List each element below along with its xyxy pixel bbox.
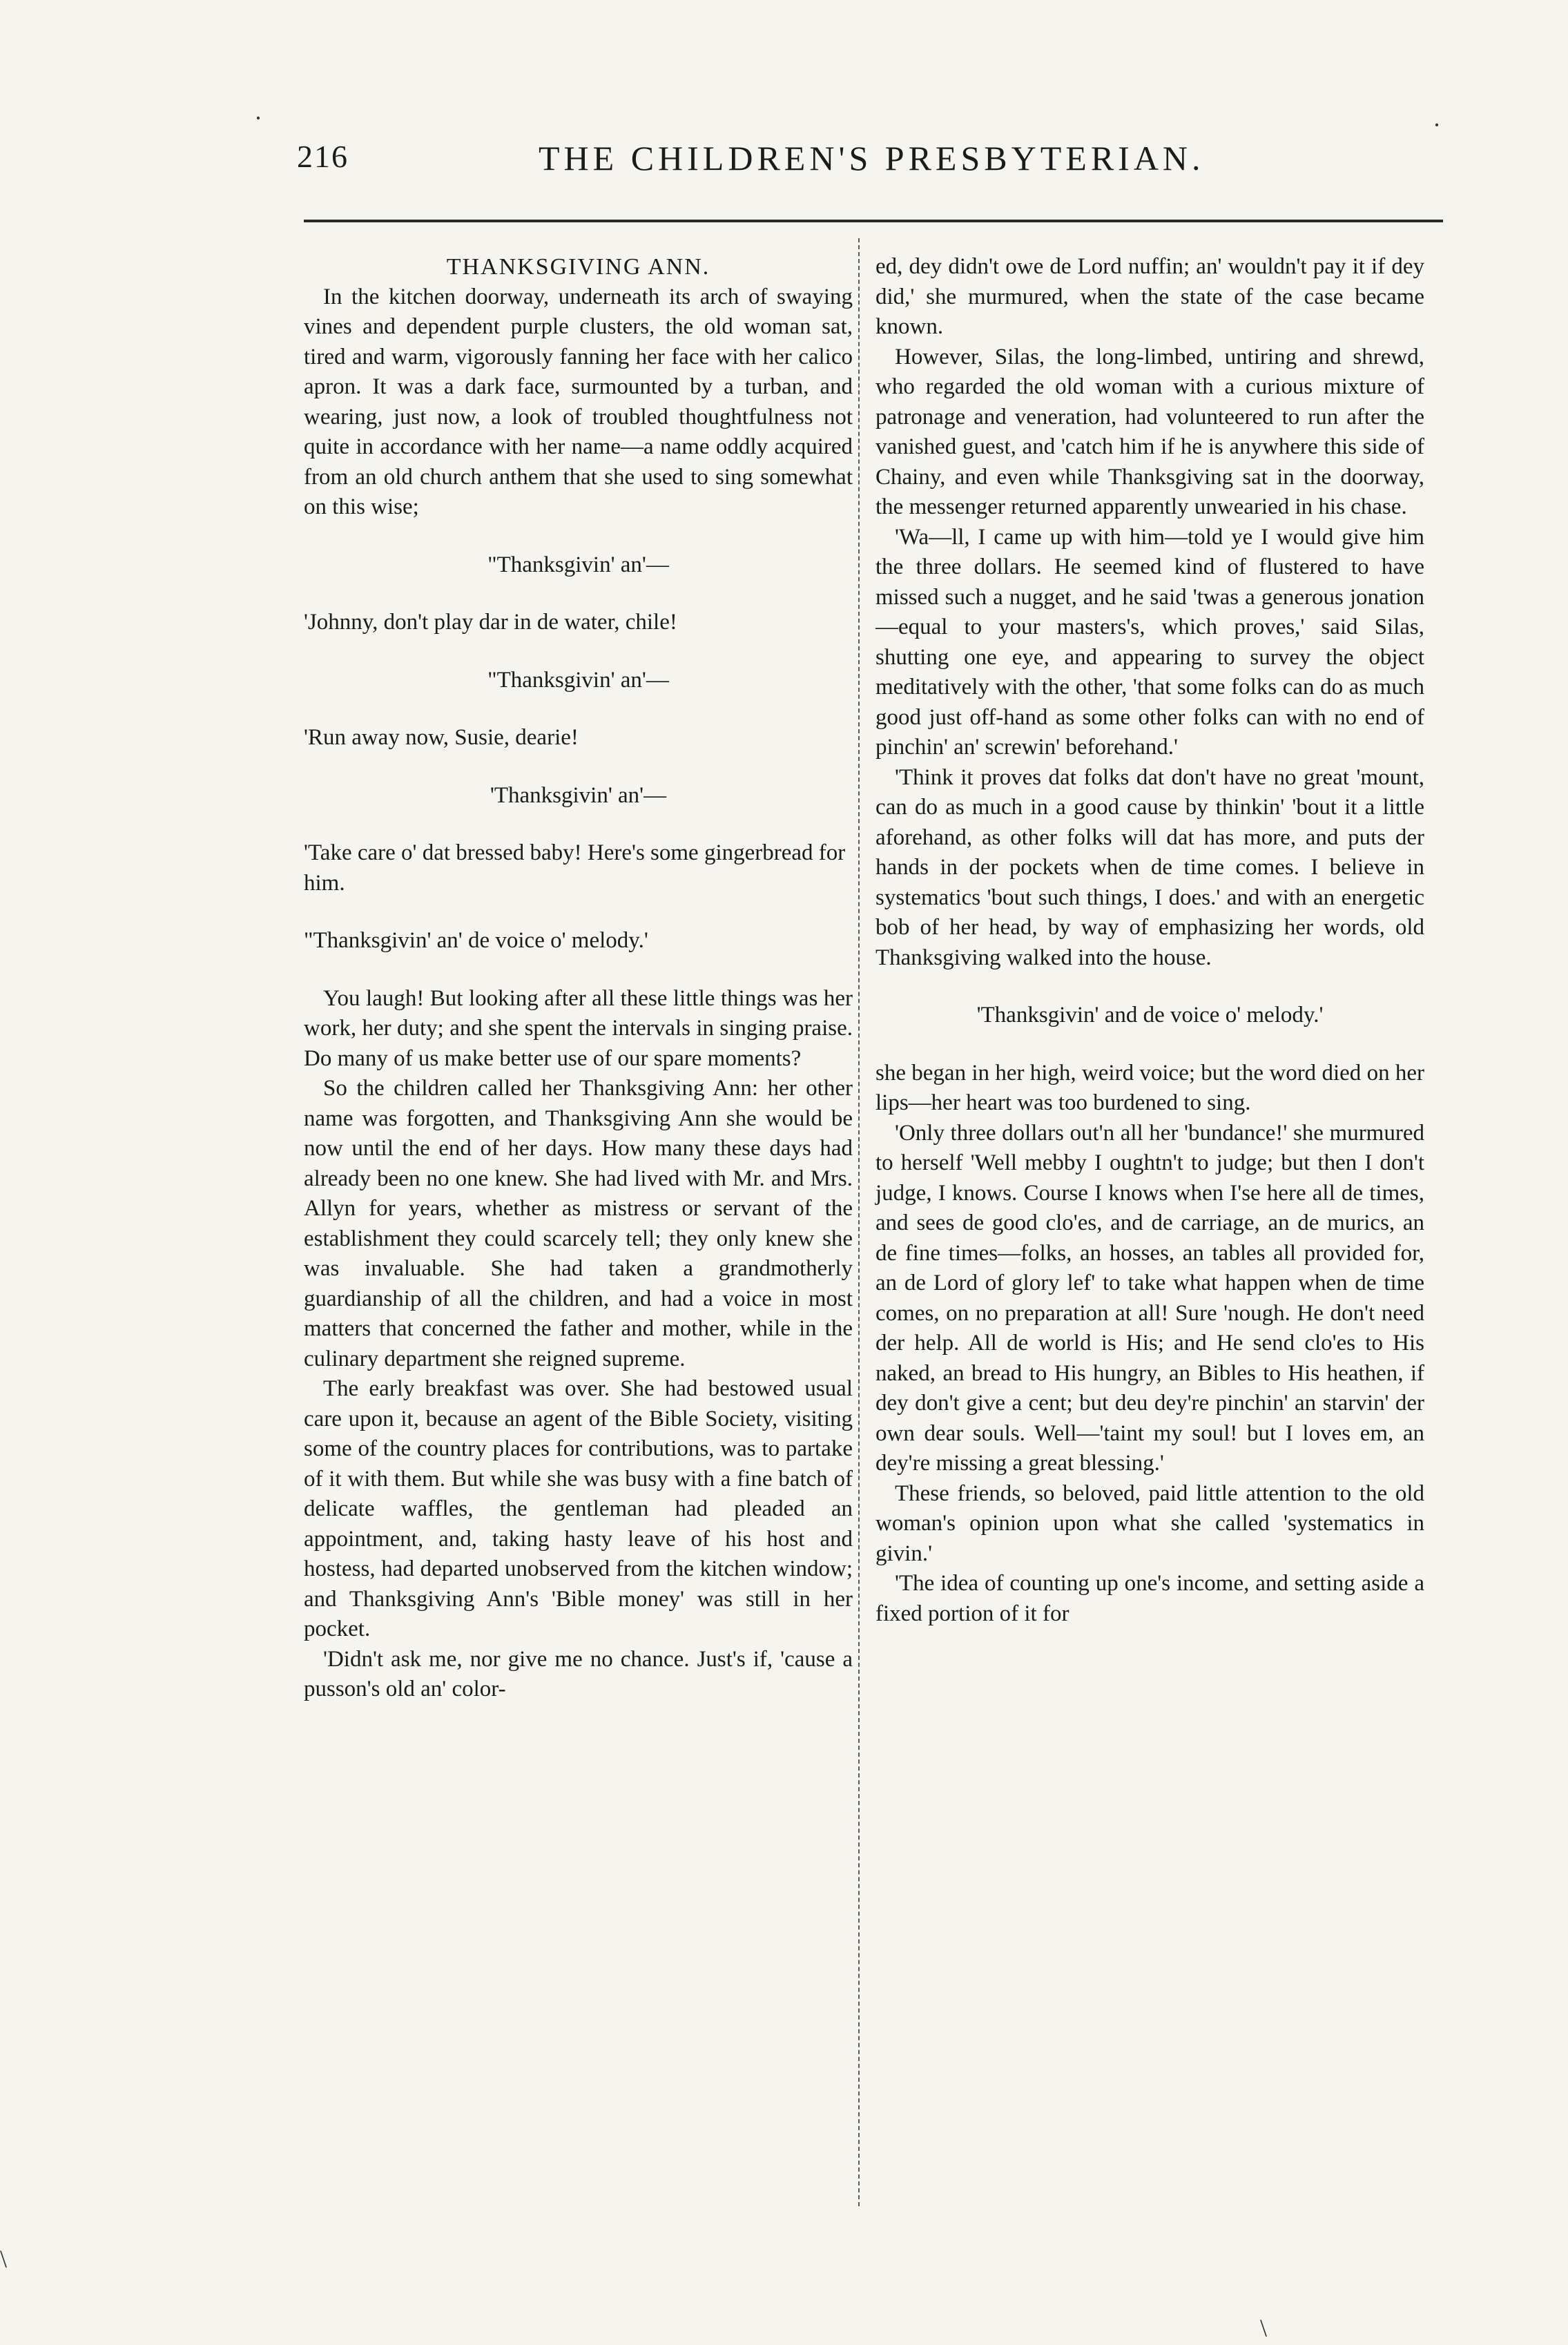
paragraph: In the kitchen doorway, underneath its arch of swaying vines and dependent purple clusters, the old woman sat, tired and warm, vigorously fanning her face with her calico apron. It was a dark face, surmounted by a turban, and wearing, just now, a look of troubled thoughtfulness not quite in accordance with her name—a name oddly acquired from an old church anthem that she used to sing somewhat on this wise;	[304, 284, 853, 519]
dialogue-line: 'Johnny, don't play dar in de water, chile!	[304, 610, 677, 635]
page-header	[290, 138, 1464, 186]
paragraph: 'Only three dollars out'n all her 'bundance!' she murmured to herself 'Well mebby I oughtn't to judge; but then I don't judge, I knows. Course I knows when I'se here all de times, and sees de good clo'es, and de carriage, an de murics, an de fine times—folks, an hosses, an tables all provided for, an de Lord of glory lef' to take what happen when de time comes, on no preparation at all! Sure 'nough. He don't need der help. All de world is His; and He send clo'es to His naked, an bread to His hungry, an Bibles to His heathen, if dey don't give a cent; but deu dey're pinchin' an starvin' der own dear souls. Well—'taint my soul! but I loves em, an dey're missing a great blessing.'	[875, 1120, 1424, 1476]
right-column	[875, 252, 1424, 1629]
page-number: 216	[297, 139, 349, 174]
paragraph: 'Wa—ll, I came up with him—told ye I would give him the three dollars. He seemed kind of flustered to have missed such a nugget, and he said 'twas a generous jonation—equal to your masters's, which proves,' said Silas, shutting one eye, and appearing to survey the object meditatively with the other, 'that some folks can do as much good just off-hand as some other folks can with no end of pinchin' an' screwin' beforehand.'	[875, 524, 1424, 760]
running-title: THE CHILDREN'S PRESBYTERIAN.	[539, 139, 1205, 177]
paragraph: 'Think it proves dat folks dat don't have no great 'mount, can do as much in a good cause by thinkin' 'bout it a little aforehand, as other folks will dat has more, and puts der hands in der pockets when de time comes. I believe in systematics 'bout such things, I does.' and with an energetic bob of her head, by way of emphasizing her words, old Thanksgiving walked into the house.	[875, 764, 1424, 970]
paragraph: These friends, so beloved, paid little attention to the old woman's opinion upon what she called 'systematics in givin.'	[875, 1480, 1424, 1566]
paragraph: You laugh! But looking after all these little things was her work, her duty; and she spent the intervals in singing praise. Do many of us make better use of our spare moments?	[304, 985, 853, 1071]
paragraph: 'Didn't ask me, nor give me no chance. Just's if, 'cause a pusson's old an' color-	[304, 1646, 853, 1701]
speck-mark: \	[1260, 2314, 1268, 2342]
column-divider	[858, 238, 861, 2206]
header-rule	[304, 220, 1443, 222]
speck-mark: \	[0, 2245, 8, 2272]
dialogue-line: 'Run away now, Susie, dearie!	[304, 725, 579, 750]
paragraph: ed, dey didn't owe de Lord nuffin; an' wouldn't pay it if dey did,' she murmured, when the state of the case became known.	[875, 254, 1424, 339]
speck-mark: ·	[254, 104, 262, 132]
song-line: "Thanksgivin' an'—	[487, 552, 669, 577]
dialogue-line: 'Take care o' dat bressed baby! Here's some gingerbread for him.	[304, 840, 846, 896]
paragraph: 'The idea of counting up one's income, and setting aside a fixed portion of it for	[875, 1571, 1424, 1626]
paragraph: she began in her high, weird voice; but the word died on her lips—her heart was too burdened to sing.	[875, 1060, 1424, 1115]
song-line: 'Thanksgivin' an'—	[490, 782, 667, 808]
left-column	[304, 252, 853, 1705]
story-title: THANKSGIVING ANN.	[446, 254, 710, 280]
paragraph: So the children called her Thanksgiving Ann: her other name was forgotten, and Thanksgiving Ann she would be now until the end of her days. How many these days had already been no one knew. She had lived with Mr. and Mrs. Allyn for years, whether as mistress or servant of the establishment they could scarcely tell; they only knew she was invaluable. She had taken a grandmotherly guardianship of all the children, and had a voice in most matters that concerned the father and mother, while in the culinary department she reigned supreme.	[304, 1076, 853, 1371]
paragraph: The early breakfast was over. She had bestowed usual care upon it, because an agent of the Bible Society, visiting some of the country places for contributions, was to partake of it with them. But while she was busy with a fine batch of delicate waffles, the gentleman had pleaded an appointment, and, taking hasty leave of his host and hostess, had departed unobserved from the kitchen window; and Thanksgiving Ann's 'Bible money' was still in her pocket.	[304, 1376, 853, 1641]
speck-mark: ·	[1433, 111, 1441, 139]
song-line: 'Thanksgivin' and de voice o' melody.'	[976, 1003, 1324, 1027]
paragraph: However, Silas, the long-limbed, untiring and shrewd, who regarded the old woman with a curious mixture of patronage and veneration, had volunteered to run after the vanished guest, and 'catch him if he is anywhere this side of Chainy, and even while Thanksgiving sat in the doorway, the messenger returned apparently unwearied in his chase.	[875, 344, 1424, 519]
song-line: "Thanksgivin' an' de voice o' melody.'	[304, 928, 648, 953]
song-line: "Thanksgivin' an'—	[487, 667, 669, 693]
